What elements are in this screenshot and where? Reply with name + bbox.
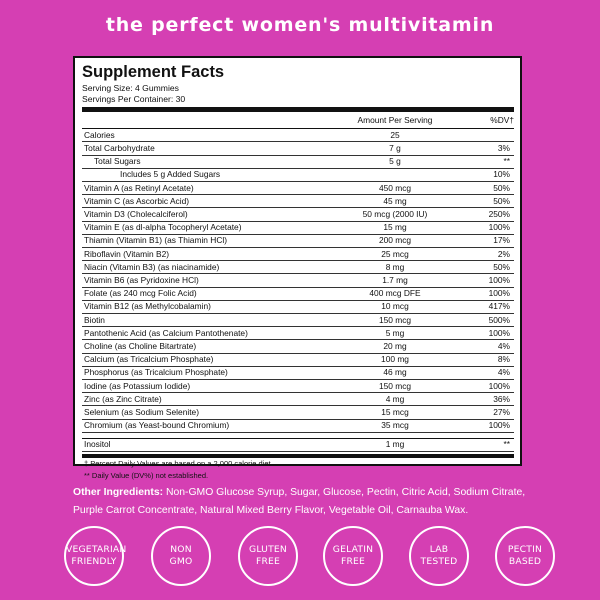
nutrient-amount: 4 mg [350, 393, 440, 406]
badge-non [151, 526, 211, 586]
nutrient-amount: 8 mg [350, 261, 440, 274]
badge-line2: FREE [255, 556, 281, 567]
nutrient-amount: 5 mg [350, 327, 440, 340]
table-row [82, 314, 514, 327]
nutrient-name: Vitamin E (as dl-alpha Tocopheryl Acetate) [82, 221, 350, 234]
badge-row [0, 526, 600, 596]
nutrient-dv: ** [440, 155, 514, 168]
nutrient-dv: 100% [440, 274, 514, 287]
ingredients-label: Other Ingredients: [73, 487, 164, 498]
badge-label [240, 544, 296, 568]
panel-title: Supplement Facts [82, 63, 225, 81]
badge-line2: BASED [508, 556, 542, 567]
table-row [82, 366, 514, 379]
nutrient-dv: 100% [440, 327, 514, 340]
table-row [82, 221, 514, 234]
table-row [82, 155, 514, 168]
badge-gelatin [323, 526, 383, 586]
nutrient-name: Biotin [82, 314, 350, 327]
nutrient-name: Zinc (as Zinc Citrate) [82, 393, 350, 406]
table-row [82, 261, 514, 274]
nutrient-name: Vitamin A (as Retinyl Acetate) [82, 182, 350, 195]
table-row [82, 380, 514, 393]
nutrient-dv: 27% [440, 406, 514, 419]
nutrient-name: Total Sugars [82, 155, 350, 168]
nutrient-dv: 417% [440, 300, 514, 313]
table-row [82, 248, 514, 261]
nutrient-name: Vitamin B12 (as Methylcobalamin) [82, 300, 350, 313]
serving-size: Serving Size: 4 Gummies [82, 83, 179, 93]
header-dv: %DV† [440, 112, 514, 129]
nutrient-dv [440, 129, 514, 142]
nutrient-amount: 200 mcg [350, 234, 440, 247]
table-row [82, 438, 514, 451]
badge-label [497, 544, 553, 568]
footnotes [82, 458, 514, 482]
header-nutrient [82, 112, 350, 129]
nutrient-dv: 100% [440, 380, 514, 393]
badge-line2: FREE [340, 556, 366, 567]
nutrient-dv: 100% [440, 221, 514, 234]
nutrient-name: Includes 5 g Added Sugars [82, 168, 350, 181]
nutrient-dv: 100% [440, 419, 514, 432]
badge-line1: GELATIN [332, 544, 374, 555]
badge-label [325, 544, 381, 568]
nutrient-amount: 1 mg [350, 438, 440, 451]
badge-line2: FRIENDLY [71, 556, 117, 567]
nutrient-amount: 25 mcg [350, 248, 440, 261]
table-row [82, 340, 514, 353]
nutrient-dv: 50% [440, 261, 514, 274]
nutrient-name: Calcium (as Tricalcium Phosphate) [82, 353, 350, 366]
table-row [82, 327, 514, 340]
nutrient-dv: 4% [440, 366, 514, 379]
table-row [82, 274, 514, 287]
nutrient-dv: ** [440, 438, 514, 451]
badge-lab [409, 526, 469, 586]
nutrient-name: Vitamin C (as Ascorbic Acid) [82, 195, 350, 208]
nutrient-name: Phosphorus (as Tricalcium Phosphate) [82, 366, 350, 379]
nutrient-dv: 17% [440, 234, 514, 247]
nutrient-dv: 50% [440, 195, 514, 208]
badge-gluten [238, 526, 298, 586]
nutrient-table [82, 112, 514, 452]
nutrient-amount: 7 g [350, 142, 440, 155]
nutrient-amount: 400 mcg DFE [350, 287, 440, 300]
nutrient-dv: 50% [440, 182, 514, 195]
nutrient-amount: 50 mcg (2000 IU) [350, 208, 440, 221]
badge-line1: VEGETARIAN [66, 544, 127, 555]
nutrient-dv: 3% [440, 142, 514, 155]
badge-label [153, 544, 209, 568]
nutrient-amount [350, 168, 440, 181]
nutrient-dv: 100% [440, 287, 514, 300]
table-row [82, 300, 514, 313]
nutrient-dv: 500% [440, 314, 514, 327]
nutrient-name: Choline (as Choline Bitartrate) [82, 340, 350, 353]
badge-line1: NON [170, 544, 192, 555]
badge-pectin [495, 526, 555, 586]
nutrient-amount: 100 mg [350, 353, 440, 366]
table-row [82, 142, 514, 155]
table-row [82, 287, 514, 300]
nutrient-name: Iodine (as Potassium Iodide) [82, 380, 350, 393]
nutrient-name: Riboflavin (Vitamin B2) [82, 248, 350, 261]
nutrient-dv: 2% [440, 248, 514, 261]
nutrient-amount: 10 mcg [350, 300, 440, 313]
nutrient-name: Calories [82, 129, 350, 142]
supplement-facts-panel [73, 56, 522, 480]
nutrient-name: Selenium (as Sodium Selenite) [82, 406, 350, 419]
badge-line2: TESTED [420, 556, 458, 567]
badge-line1: LAB [429, 544, 449, 555]
table-row [82, 393, 514, 406]
nutrient-name: Chromium (as Yeast-bound Chromium) [82, 419, 350, 432]
nutrient-amount: 46 mg [350, 366, 440, 379]
nutrient-amount: 25 [350, 129, 440, 142]
table-header-row [82, 112, 514, 129]
nutrient-amount: 45 mg [350, 195, 440, 208]
header-amount: Amount Per Serving [350, 112, 440, 129]
headline: the perfect women's multivitamin [105, 14, 495, 36]
table-row [82, 419, 514, 432]
badge-line1: GLUTEN [249, 544, 287, 555]
table-row [82, 182, 514, 195]
footnote: ** Daily Value (DV%) not established. [84, 470, 209, 480]
table-row [82, 208, 514, 221]
nutrient-dv: 250% [440, 208, 514, 221]
nutrient-name: Total Carbohydrate [82, 142, 350, 155]
table-row [82, 406, 514, 419]
other-ingredients [73, 484, 543, 520]
badge-line2: GMO [169, 556, 193, 567]
ingredients-text: Non-GMO Glucose Syrup, Sugar, Glucose, Pectin, Citric Acid, Sodium Citrate, Purple Carrot Concentrate, Natural Mixed Berry Flavor, Vegetable Oil, Carnauba Wax. [73, 487, 526, 516]
nutrient-name: Niacin (Vitamin B3) (as niacinamide) [82, 261, 350, 274]
nutrient-dv: 36% [440, 393, 514, 406]
nutrient-name: Inositol [82, 438, 350, 451]
nutrient-amount: 35 mcg [350, 419, 440, 432]
nutrient-amount: 150 mcg [350, 314, 440, 327]
nutrient-dv: 4% [440, 340, 514, 353]
footnote: † Percent Daily Values are based on a 2,000 calorie diet. [84, 458, 273, 468]
table-row [82, 353, 514, 366]
badge-line1: PECTIN [507, 544, 543, 555]
badge-label [66, 544, 127, 568]
table-row [82, 234, 514, 247]
nutrient-name: Thiamin (Vitamin B1) (as Thiamin HCl) [82, 234, 350, 247]
nutrient-amount: 5 g [350, 155, 440, 168]
nutrient-amount: 20 mg [350, 340, 440, 353]
table-row [82, 129, 514, 142]
nutrient-amount: 15 mcg [350, 406, 440, 419]
nutrient-dv: 8% [440, 353, 514, 366]
table-row [82, 195, 514, 208]
nutrient-name: Vitamin B6 (as Pyridoxine HCl) [82, 274, 350, 287]
nutrient-name: Vitamin D3 (Cholecalciferol) [82, 208, 350, 221]
table-row [82, 168, 514, 181]
nutrient-amount: 15 mg [350, 221, 440, 234]
nutrient-name: Folate (as 240 mcg Folic Acid) [82, 287, 350, 300]
nutrient-amount: 150 mcg [350, 380, 440, 393]
badge-vegetarian [64, 526, 127, 586]
nutrient-name: Pantothenic Acid (as Calcium Pantothenate) [82, 327, 350, 340]
nutrient-amount: 450 mcg [350, 182, 440, 195]
nutrient-dv: 10% [440, 168, 514, 181]
servings-per-container: Servings Per Container: 30 [82, 93, 186, 104]
badge-label [411, 544, 467, 568]
nutrient-amount: 1.7 mg [350, 274, 440, 287]
